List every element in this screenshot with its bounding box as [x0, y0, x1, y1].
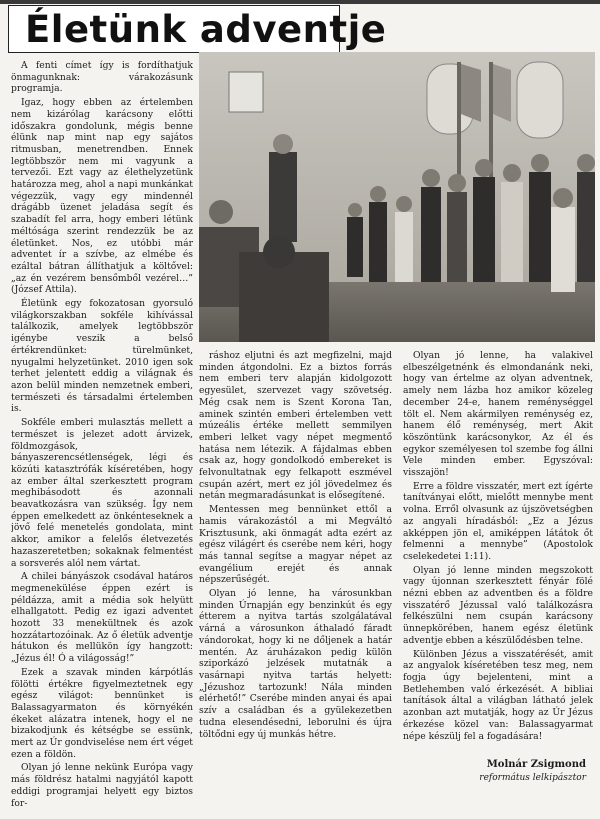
- paragraph: A fenti címet így is fordíthatjuk önmagunknak: várakozásunk programja.: [11, 60, 193, 95]
- title-box: [8, 5, 387, 53]
- paragraph: Sokféle emberi mulasztás mellett a természet is jelezet adott árvizek, földmozgások, bányaszerencsétlenségek, légi és közúti katasztrófák kíséretében, hogy az ember által szerkesztett program meghibásodott és azonnali beavatkozásra van szükség. Így nem éppen emelkedett az önkénteseknek a jövő felé menetelés gondolata, mint akkor, amikor a felelős életvezetés hazaszeretetben; sokaknak felmentést a sorsverés alól nem vártat.: [11, 417, 193, 569]
- paragraph: Olyan jó lenne, ha városunkban minden Úrnapján egy benzinkút és egy étterem a nyitva tartás szolgálatával várná a városunkon áthaladó fáradt vándorokat, hogy ki ne dőljenek a határ mentén. Az áruházakon pedig külön sziporkázó jelzések mutatnák a vasárnapi nyitva tartás helyett: „Jézushoz tartozunk! Nála minden elérhető!” Cserébe minden anyai és apai szív a családban és a gyülekezetben tudna elesendésedni, leborulni és újra töltődni egy új munkás hétre.: [199, 588, 392, 740]
- paragraph: Igaz, hogy ebben az értelemben nem kizárólag karácsony előtti időszakra gondolunk, mégis benne élünk nap mint nap egy sajátos ritmusban, menetrendben. Ennek legtöbbször nem mi vagyunk a tervezői. Ezt vagy az élethelyzetünk határozza meg, ahol a napi munkánkat végezzük, vagy egy mindennél drágább üzenet jeladása segít és szabadít fel arra, hogy emberi létünk méltósága szerint rendezzük be az életünket. Nos, ez utóbbi már adventet ír a szívbe, az elmébe és ezáltal bátran állíthatjuk a költővel: „az én vezérem bensőmből vezérel…” (József Attila).: [11, 97, 193, 296]
- paragraph: Mentessen meg bennünket ettől a hamis várakozástól a mi Megváltó Krisztusunk, aki önmagát adta ezért az egész világért és cserébe nem kéri, hogy más tannal segítse a magyar népet az evangélium erejét és annak népszerűségét.: [199, 504, 392, 586]
- paragraph: ráshoz eljutni és azt megfizelni, majd minden átgondolni. Ez a biztos forrás nem emberi terv alapján kidolgozott egyesület, szervezet vagy szövetség. Még csak nem is Szent Korona Tan, aminek szintén emberi értelemben vett múzeális értéke mellett semmilyen emberi lelket vagy népet megmentő hatása nem létezik. A fájdalmas ebben csak az, hogy gondolkodó embereket is felvonultatnak egy felkapott eszmével csupán azért, mert ez jól jövedelmez és netán megmaradásunkat is elősegítené.: [199, 350, 392, 502]
- paragraph: Életünk egy fokozatosan gyorsuló világkorszakban sokféle kihívással találkozik, amelyek legtöbbször igénybe veszik a belső értékrendünket: türelmünket, nyugalmi helyzetünket. 2010 igen sok terhet jelentett eddig a világnak és azon belül minden nemzetnek emberi, természeti és társadalmi értelemben is.: [11, 298, 193, 415]
- paragraph: A chilei bányászok csodával határos megmenekülése éppen ezért is példázza, amit a média sok helyütt elhallgatott. Pedig ez igazi adventet hozott 33 menekültnek és azok hozzátartozóinak. Az ő életük adventje hátukon és mellükön így hangzott: „Jézus él! Ó a világosság!”: [11, 571, 193, 665]
- article-photo: [199, 52, 595, 342]
- paragraph: Erre a földre visszatér, mert ezt ígérte tanítványai előtt, mielőtt mennybe ment volna. Erről olvasunk az újszövetségben az angyali híradásból: „Ez a Jézus akképpen jön el, amiképpen látátok őt felmenni a mennybe” (Apostolok cselekedetei 1:11).: [403, 480, 593, 562]
- paragraph: Különben Jézus a visszatérését, amit az angyalok kíséretében tesz meg, nem fogja úgy bejelenteni, mint a Betlehemben való érkezését. A bibliai tanítások által a világban látható jelek azonban azt mutatják, hogy az Úr Jézus érkezése közel van: Balassagyarmat népe készülj fel a fogadására!: [403, 648, 593, 742]
- top-rule: [0, 0, 600, 4]
- author-role: református lelkipásztor: [479, 773, 586, 783]
- column-1: [11, 60, 193, 812]
- author-name: Molnár Zsigmond: [486, 759, 586, 770]
- paragraph: Olyan jó lenne, ha valakivel elbeszélgetnénk és elmondanánk neki, hogy van értelme az olyan adventnek, amely nem lázba hoz amikor közeleg december 24-e, hanem reménységgel tölt el. Nem akármilyen reménység ez, hanem élő reménység, mert Akit köszöntünk karácsonykor, Az él és egykor személyesen tol szembe fog állni Vele minden ember. Egyszóval: visszajön!: [403, 350, 593, 479]
- page-title: Életünk adventje: [25, 8, 387, 51]
- paragraph: Olyan jó lenne nekünk Európa vagy más földrész hatalmi nagyjától kapott eddigi programjai helyett egy biztos for-: [11, 762, 193, 809]
- paragraph: Olyan jó lenne minden megszokott vagy újonnan szerkesztett fényár fölé nézni ebben az adventben és a földre visszatérő Jézussal való találkozásra felkészülni nem csupán karácsony ünnepkörében, hanem egész életünk adventje ebben a készülődésben telne.: [403, 564, 593, 646]
- column-2: [199, 350, 392, 816]
- paragraph: Ezek a szavak minden kárpótlás fölötti értékre figyelmeztetnek egy egész világot: bennünket is Balassagyarmaton és környékén ékeket alázatra intenek, hogy el ne bizakodjunk és kétségbe se essünk, mert az Úr gondviselése nem ért véget ezen a földön.: [11, 666, 193, 760]
- church-children-photo: [199, 52, 595, 342]
- column-3: [403, 350, 593, 816]
